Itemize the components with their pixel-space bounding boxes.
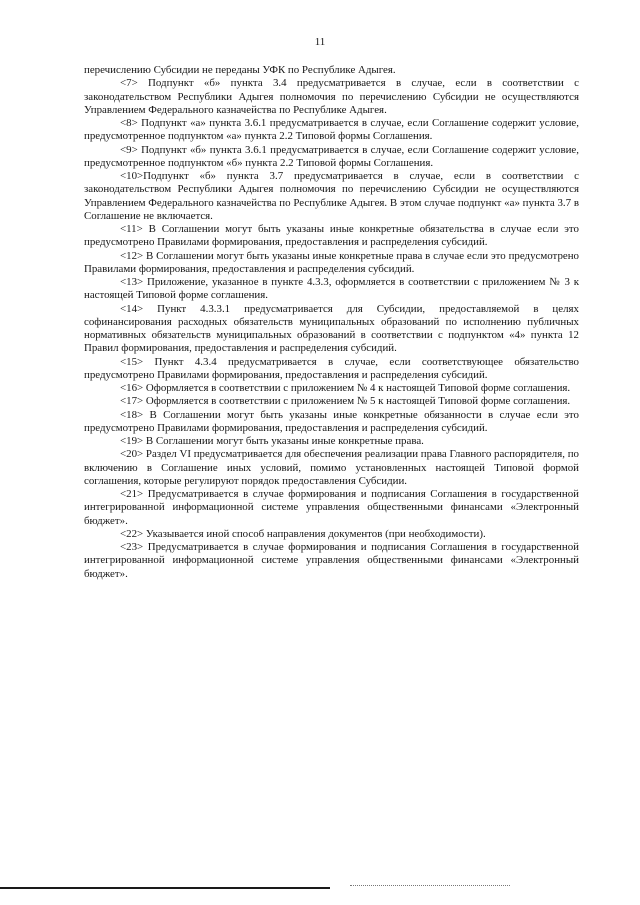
footnote-10: <10>Подпункт «б» пункта 3.7 предусматривается в случае, если в соответствии с законодательством Республики Адыгея полномочия по перечислению Субсидии не осуществляются Управлением Федерального казначейства по Республике Адыгея. В этом случае подпункт «а» пункта 3.7 в Соглашение не включается. [84,170,579,222]
footnotes-body [84,64,579,581]
footer-rule [0,887,330,889]
footnote-14: <14> Пункт 4.3.3.1 предусматривается для Субсидии, предоставляемой в целях софинансирования расходных обязательств муниципальных образований по исполнению публичных нормативных обязательств муниципальных образований в соответствии с подпунктом «4» пункта 12 Правил формирования, предоставления и распределения субсидий. [84,302,579,355]
footnote-13: <13> Приложение, указанное в пункте 4.3.3, оформляется в соответствии с приложением № 3 к настоящей Типовой форме соглашения. [84,276,579,302]
footnote-8: <8> Подпункт «а» пункта 3.6.1 предусматривается в случае, если Соглашение содержит условие, предусмотренное подпунктом «а» пункта 2.2 Типовой формы Соглашения. [84,117,579,143]
footnote-22: <22> Указывается иной способ направления документов (при необходимости). [120,527,486,540]
page-number: 11 [314,36,326,48]
footnote-7: <7> Подпункт «б» пункта 3.4 предусматривается в случае, если в соответствии с законодательством Республики Адыгея полномочия по перечислению Субсидии не осуществляются Управлением Федерального казначейства по Республике Адыгея. [84,77,579,116]
footnote-18: <18> В Соглашении могут быть указаны иные конкретные обязанности в случае если это предусмотрено Правилами формирования, предоставления и распределения субсидий. [84,408,579,434]
footnote-17: <17> Оформляется в соответствии с приложением № 5 к настоящей Типовой форме соглашения. [120,395,571,408]
footnote-15: <15> Пункт 4.3.4 предусматривается в случае, если соответствующее обязательство предусмотрено Правилами формирования, предоставления и распределения субсидий. [84,355,579,381]
footnote-20: <20> Раздел VI предусматривается для обеспечения реализации права Главного распорядителя, по включению в Соглашение иных условий, помимо установленных настоящей Типовой формой соглашения, которые регулируют порядок предоставления Субсидии. [84,448,579,487]
footnote-12: <12> В Соглашении могут быть указаны иные конкретные права в случае если это предусмотрено Правилами формирования, предоставления и распределения субсидий. [84,249,579,275]
footnote-16: <16> Оформляется в соответствии с приложением № 4 к настоящей Типовой форме соглашения. [120,382,571,394]
footnote-19: <19> В Соглашении могут быть указаны иные конкретные права. [120,435,424,447]
footnote-21: <21> Предусматривается в случае формирования и подписания Соглашения в государственной интегрированной информационной системе управления общественными финансами «Электронный бюджет». [84,488,579,527]
footnote-9: <9> Подпункт «б» пункта 3.6.1 предусматривается в случае, если Соглашение содержит условие, предусмотренное подпунктом «б» пункта 2.2 Типовой формы Соглашения. [84,143,579,169]
footnote-23: <23> Предусматривается в случае формирования и подписания Соглашения в государственной интегрированной информационной системе управления общественными финансами «Электронный бюджет». [84,541,579,580]
footer-dotted-line [350,885,510,886]
footnote-11: <11> В Соглашении могут быть указаны иные конкретные обязательства в случае если это предусмотрено Правилами формирования, предоставления и распределения субсидий. [84,223,579,249]
footnote-continuation: перечислению Субсидии не переданы УФК по Республике Адыгея. [84,64,396,76]
